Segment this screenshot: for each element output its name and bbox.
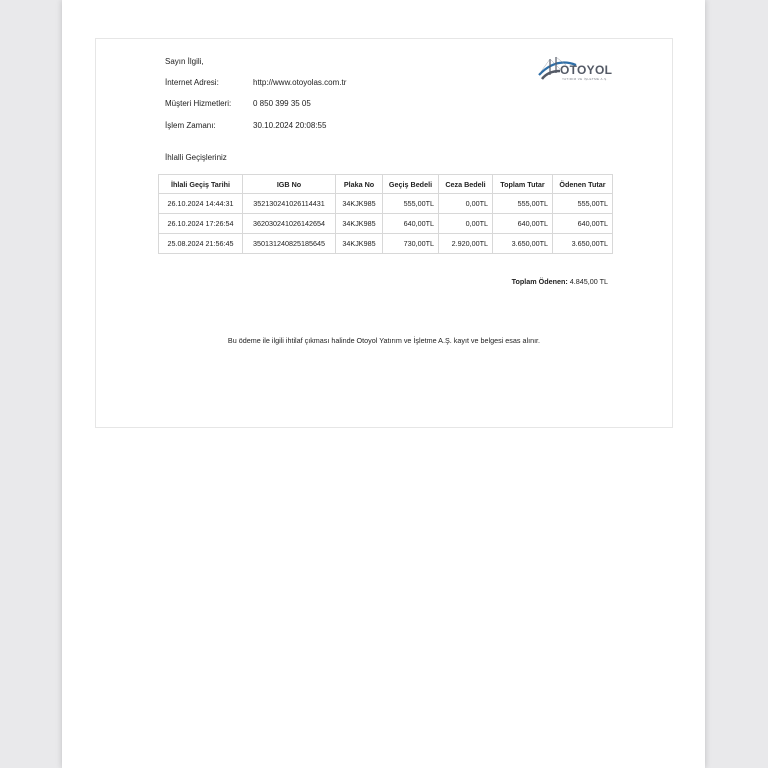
greeting-text: Sayın İlgili, <box>165 57 204 66</box>
info-value: 0 850 399 35 05 <box>253 99 311 108</box>
penalty-fee-cell: 0,00TL <box>439 214 493 234</box>
paid-amount-cell: 640,00TL <box>553 214 613 234</box>
column-header: Ödenen Tutar <box>553 175 613 194</box>
column-header: Plaka No <box>336 175 383 194</box>
column-header: Geçiş Bedeli <box>383 175 439 194</box>
penalty-fee-cell: 0,00TL <box>439 194 493 214</box>
violation-passes-table <box>158 174 613 254</box>
pass-fee-cell: 640,00TL <box>383 214 439 234</box>
paid-amount-cell: 3.650,00TL <box>553 234 613 254</box>
total-amount-cell: 555,00TL <box>493 194 553 214</box>
info-value: http://www.otoyolas.com.tr <box>253 78 347 87</box>
total-paid-value: 4.845,00 TL <box>569 277 608 286</box>
info-label: İnternet Adresi: <box>165 78 219 87</box>
column-header: Toplam Tutar <box>493 175 553 194</box>
otoyol-logo <box>536 53 620 87</box>
info-label: Müşteri Hizmetleri: <box>165 99 232 108</box>
document-page <box>62 0 705 768</box>
penalty-fee-cell: 2.920,00TL <box>439 234 493 254</box>
pass-date-cell: 25.08.2024 21:56:45 <box>159 234 243 254</box>
column-header: IGB No <box>243 175 336 194</box>
pass-fee-cell: 555,00TL <box>383 194 439 214</box>
total-paid-label: Toplam Ödenen: <box>511 277 568 286</box>
disclaimer-note: Bu ödeme ile ilgili ihtilaf çıkması halinde Otoyol Yatırım ve İşletme A.Ş. kayıt ve belgesi esas alınır. <box>227 336 541 345</box>
pass-date-cell: 26.10.2024 17:26:54 <box>159 214 243 234</box>
logo-subtitle: YATIRIM VE İŞLETME A.Ş. <box>562 77 608 81</box>
receipt-container <box>95 38 673 428</box>
logo-wordmark: OTOYOL <box>560 63 613 77</box>
table-row <box>159 234 613 254</box>
section-title: İhlalli Geçişleriniz <box>165 153 227 162</box>
pass-fee-cell: 730,00TL <box>383 234 439 254</box>
total-amount-cell: 640,00TL <box>493 214 553 234</box>
igb-number-cell: 350131240825185645 <box>243 234 336 254</box>
info-value: 30.10.2024 20:08:55 <box>253 121 327 130</box>
paid-amount-cell: 555,00TL <box>553 194 613 214</box>
total-amount-cell: 3.650,00TL <box>493 234 553 254</box>
table-row <box>159 194 613 214</box>
igb-number-cell: 352130241026114431 <box>243 194 336 214</box>
table-row <box>159 214 613 234</box>
pass-date-cell: 26.10.2024 14:44:31 <box>159 194 243 214</box>
plate-cell: 34KJK985 <box>336 214 383 234</box>
table-header-row <box>159 175 613 194</box>
igb-number-cell: 362030241026142654 <box>243 214 336 234</box>
column-header: Ceza Bedeli <box>439 175 493 194</box>
plate-cell: 34KJK985 <box>336 194 383 214</box>
column-header: İhlali Geçiş Tarihi <box>159 175 243 194</box>
info-label: İşlem Zamanı: <box>165 121 216 130</box>
plate-cell: 34KJK985 <box>336 234 383 254</box>
total-paid <box>512 277 608 286</box>
